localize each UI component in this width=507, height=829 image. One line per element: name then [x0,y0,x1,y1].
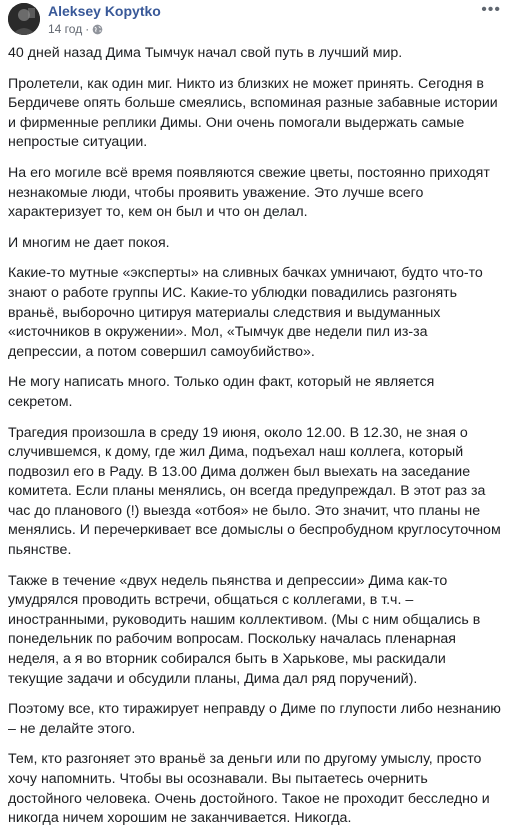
post-paragraph: Пролетели, как один миг. Никто из близких не может принять. Сегодня в Бердичеве опять больше смеялись, вспоминая разные забавные истории и фирменные реплики Димы. Они очень помогали выдержать самые непростые ситуации. [8,75,498,151]
post-paragraph: Поэтому все, кто тиражирует неправду о Диме по глупости либо незнанию – не делайте этого. [8,701,501,737]
post-paragraph: Также в течение «двух недель пьянства и депрессии» Дима как-то умудрялся проводить встречи, общаться с коллегами, в т.ч. – иностранными, руководить нашим коллективом. (Мы с ним общались в понедельник по рабочим вопросам. Поскольку началась пленарная неделя, а я во вторник собирался быть в Харькове, мы раскидали текущие задачи и обсудили планы, Дима дал ряд поручений). [8,572,481,687]
post-paragraph: Не могу написать много. Только один факт, который не является секретом. [8,374,435,410]
more-options-icon[interactable]: ••• [481,1,501,18]
post-paragraph: 40 дней назад Дима Тымчук начал свой путь в лучший мир. [8,45,403,61]
post-paragraph: Тем, кто разгоняет это враньё за деньги или по другому умыслу, просто хочу напомнить. Чтобы вы осознавали. Вы пытаетесь очернить достойного человека. Очень достойного. Такое не проходит бесследно и никогда ничем хорошим не заканчивается. Никогда. [8,751,490,827]
post-meta [48,22,103,36]
avatar[interactable] [8,3,40,35]
post-body [0,44,507,829]
post-paragraph: И многим не дает покоя. [8,234,170,251]
post-paragraph: На его могиле всё время появляются свежие цветы, постоянно приходят незнакомые люди, чтобы проявить уважение. Это лучше всего характеризует то, кем он был и что он делал. [8,164,490,221]
author-name[interactable]: Aleksey Kopytko [48,3,161,19]
post-paragraph: Трагедия произошла в среду 19 июня, около 12.00. В 12.30, не зная о случившемся, к дому, где жил Дима, подъехал наш коллега, который подвозил его в Раду. В 13.00 Дима должен был выехать на заседание комитета. Если планы менялись, он всегда предупреждал. В этот раз за час до планового (!) выезда «отбоя» не было. Это значит, что планы не менялись. И перечеркивает все домыслы о беспробудном круглосуточном пьянстве. [8,424,501,559]
post-paragraph: Какие-то мутные «эксперты» на сливных бачках умничают, будто что-то знают о работе группы ИС. Какие-то ублюдки повадились разгонять враньё, выборочно цитируя материалы следствия и выдуманных «источников в окружении». Мол, «Тымчук две недели пил из-за депрессии, а потом совершил самоубийство». [8,265,483,360]
globe-icon [92,24,103,35]
post-time[interactable]: 14 год [48,22,83,36]
meta-separator: · [85,22,90,36]
post-header [0,0,507,44]
